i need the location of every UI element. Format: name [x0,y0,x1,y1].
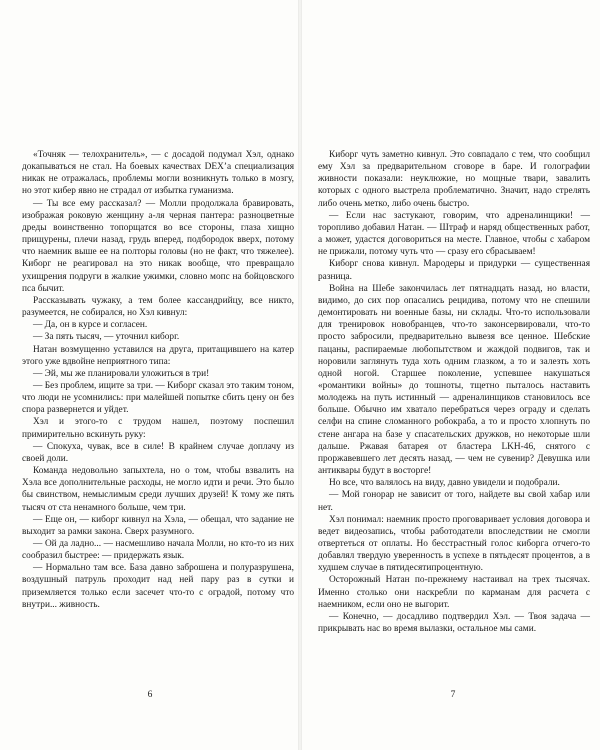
book-gutter [298,0,302,750]
right-page-text [318,149,590,635]
paragraph: «Точняк — телохранитель», — с досадой подумал Хэл, однако докапываться не стал. На боевых качествах DEX’а специализация никак не отражалась, проблемы могли возникнуть только в мозгу, но этот кибер явно не страдал от избытка гуманизма. [22,150,294,197]
paragraph: — Ты все ему рассказал? — Молли продолжала бравировать, изображая роковую женщину а-ля черная пантера: разноцветные дреды воинственно топорщатся во все стороны, глаза хищно прищурены, плечи назад, грудь вперед, подбородок вверх, потому что наемник выше ее на полторы головы (но не факт, что тяжелее). Киборг не реагировал на это никак вообще, что превращало ухищрения подруги в жалкие ужимки, словно мопс на бойцовского пса бычит. [22,198,294,294]
paragraph: — Еще он, — киборг кивнул на Хэла, — обещал, что задание не выходит за рамки закона. Сверх разумного. [22,514,294,537]
paragraph: Хэл и этого-то с трудом нашел, поэтому поспешил примирительно вскинуть руку: [22,417,294,440]
paragraph: — За пять тысяч, — уточнил киборг. [33,332,180,343]
paragraph: Команда недовольно запыхтела, но о том, чтобы взвалить на Хэла все дополнительные расходы, не могло идти и речи. Это было бы свинством, немыслимым среди лучших друзей! К тому же пять тысяч от ста ненамного больше, чем три. [22,466,294,513]
paragraph: Натан возмущенно уставился на друга, притащившего на катер этого уже вдвойне неприятного типа: [22,344,294,367]
paragraph: — Конечно, — досадливо подтвердил Хэл. — Твоя задача — прикрывать нас во время вылазки, остальное мы сами. [318,611,590,635]
paragraph: — Без проблем, ищите за три. — Киборг сказал это таким тоном, что люди не усомнились: при малейшей попытке сбить цену он без спора развернется и уйдет. [22,380,294,416]
page-number-right: 7 [450,690,456,700]
paragraph: Война на Шебе закончилась лет пятнадцать назад, но власти, видимо, до сих пор опасались рецидива, потому что не спешили демонтировать ни военные базы, ни склады. Что-то использовали для тренировок новобранцев, что-то законсервировали, что-то просто забросили, предварительно вывезя все ценное. Шебские пацаны, распираемые любопытством и жаждой подвигов, так и норовили заглянуть туда хоть одним глазком, а то и залезть хоть одной ногой. Старшее поколение, успевшее накушаться «романтики войны» до тошноты, тщетно пыталось наставить молодежь на путь истинный — адреналинщиков становилось все больше. Обычно им хватало перебраться через ограду и сделать селфи на спине сломанного робокраба, а то и просто хлопнуть по стене ангара на базе у спасательских дружков, но некоторые шли дальше. Ржавая батарея от бластера LKH-46, снятого с проржавевшего лет десять назад, — чем не сувенир? Девушка или антиквары будут в восторге! [318,283,590,477]
paragraph: Хэл понимал: наемник просто проговаривает условия договора и ведет видеозапись, чтобы работодатели впоследствии не смогли отвертеться от оплаты. Но бесстрастный голос киборга отчего-то добавлял твердую уверенность в успехе в пятьдесят процентов, а в худшем случае в пятидесятипроцентную. [318,514,590,574]
paragraph: Осторожный Натан по-прежнему настаивал на трех тысячах. Именно столько они наскребли по карманам для расчета с наемником, если оно не выгорит. [318,575,590,610]
page-number-left: 6 [147,690,153,700]
paragraph: Но все, что валялось на виду, давно увидели и подобрали. [329,478,560,489]
paragraph: Киборг снова кивнул. Мародеры и придурки — существенная разница. [318,259,590,282]
paragraph: Рассказывать чужаку, а тем более кассандрийцу, все никто, разумеется, не собирался, но Хэл кивнул: [22,295,294,319]
paragraph: — Эй, мы же планировали уложиться в три! [33,368,210,379]
paragraph: — Спокуха, чувак, все в силе! В крайнем случае доплачу из своей доли. [22,441,294,464]
paragraph: — Нормально там все. База давно заброшена и полуразрушена, воздушный патруль проходит над ней пару раз в сутки и приземляется только если засечет что-то с оградой, потому что внутри... живность. [22,563,294,610]
paragraph: — Мой гонорар не зависит от того, найдете вы свой хабар или нет. [318,490,590,513]
paragraph: — Если нас застукают, говорим, что адреналинщики! — торопливо добавил Натан. — Штраф и наряд общественных работ, а может, удастся договориться на месте. Главное, чтобы с хабаром не прижали, потому чуть что — сразу его сбрасываем! [318,210,590,258]
paragraph: — Да, он в курсе и согласен. [33,320,148,331]
paragraph: — Ой да ладно... — насмешливо начала Молли, но кто-то из них сообразил быстрее: — придержать язык. [22,539,294,562]
paragraph: Киборг чуть заметно кивнул. Это совпадало с тем, что сообщил ему Хэл за предварительном сговоре в баре. И голографии живности показали: неуклюжие, но мощные твари, завалить которых с одного выстрела проблематично. Значит, надо стрелять либо очень метко, либо очень быстро. [318,150,590,209]
left-page-text [22,149,294,611]
